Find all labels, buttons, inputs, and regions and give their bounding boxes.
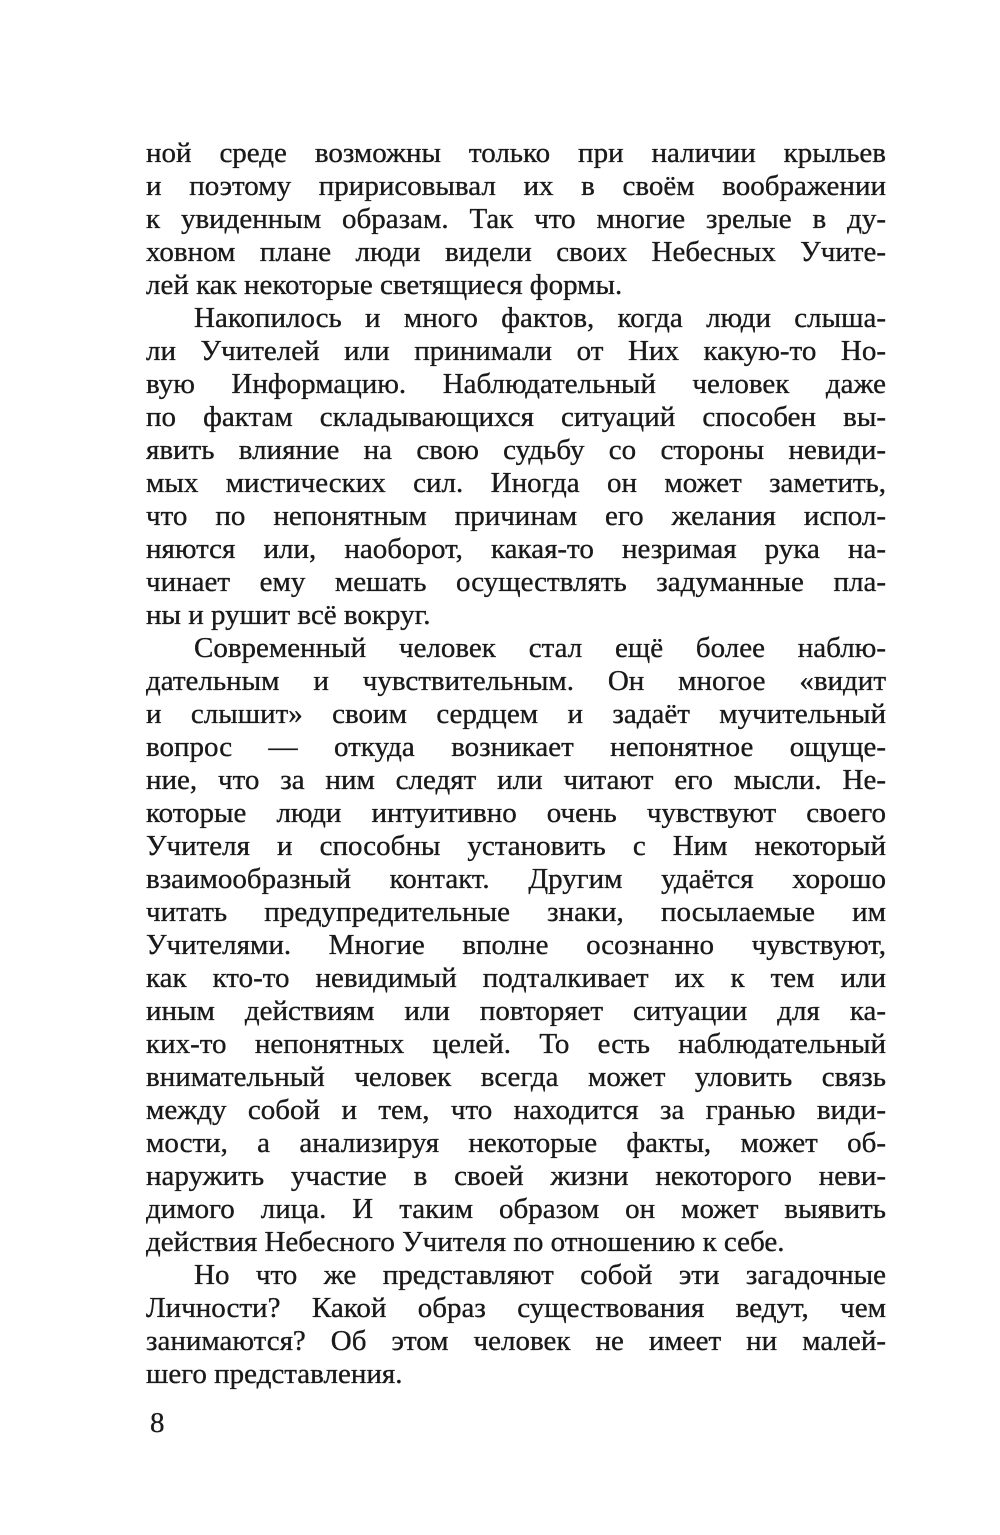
paragraph	[146, 1259, 886, 1391]
text-line: димого лица. И таким образом он может выявить	[146, 1193, 886, 1225]
text-line: наружить участие в своей жизни некоторого неви-	[146, 1160, 886, 1192]
text-line: читать предупредительные знаки, посылаемые им	[146, 896, 886, 928]
text-line: ны и рушит всё вокруг.	[146, 599, 431, 631]
text-line: Личности? Какой образ существования ведут, чем	[146, 1292, 886, 1324]
text-line: Учителями. Многие вполне осознанно чувствуют,	[146, 929, 886, 961]
text-line: действия Небесного Учителя по отношению к себе.	[146, 1226, 785, 1258]
text-line: и поэтому пририсовывал их в своём воображении	[146, 170, 886, 202]
paragraph	[146, 137, 886, 302]
text-line: ких-то непонятных целей. То есть наблюдательный	[146, 1028, 886, 1060]
text-line: ли Учителей или принимали от Них какую-то Но-	[146, 335, 886, 367]
text-line: ховном плане люди видели своих Небесных Учите-	[146, 236, 886, 268]
text-line: внимательный человек всегда может уловить связь	[146, 1061, 886, 1093]
text-line: взаимообразный контакт. Другим удаётся хорошо	[146, 863, 886, 895]
page-number: 8	[150, 1407, 165, 1439]
text-line: к увиденным образам. Так что многие зрелые в ду-	[146, 203, 886, 235]
paragraph	[146, 302, 886, 632]
text-line: что по непонятным причинам его желания испол-	[146, 500, 886, 532]
text-line: явить влияние на свою судьбу со стороны невиди-	[146, 434, 886, 466]
text-line: Накопилось и много фактов, когда люди слыша-	[194, 302, 886, 334]
text-line: мости, а анализируя некоторые факты, может об-	[146, 1127, 886, 1159]
text-line: Но что же представляют собой эти загадочные	[194, 1259, 886, 1291]
text-line: вопрос — откуда возникает непонятное ощуще-	[146, 731, 886, 763]
text-line: Современный человек стал ещё более наблю-	[194, 632, 886, 664]
text-line: ной среде возможны только при наличии крыльев	[146, 137, 886, 169]
text-line: по фактам складывающихся ситуаций способен вы-	[146, 401, 886, 433]
text-line: которые люди интуитивно очень чувствуют своего	[146, 797, 886, 829]
text-line: иным действиям или повторяет ситуации для ка-	[146, 995, 886, 1027]
text-line: лей как некоторые светящиеся формы.	[146, 269, 623, 301]
text-line: мых мистических сил. Иногда он может заметить,	[146, 467, 886, 499]
text-line: занимаются? Об этом человек не имеет ни малей-	[146, 1325, 886, 1357]
text-line: вую Информацию. Наблюдательный человек даже	[146, 368, 886, 400]
text-line: шего представления.	[146, 1358, 403, 1390]
page-text	[146, 137, 886, 1391]
paragraph	[146, 632, 886, 1259]
text-line: ние, что за ним следят или читают его мысли. Не-	[146, 764, 886, 796]
text-line: няются или, наоборот, какая-то незримая рука на-	[146, 533, 886, 565]
text-line: и слышит» своим сердцем и задаёт мучительный	[146, 698, 886, 730]
text-line: как кто-то невидимый подталкивает их к тем или	[146, 962, 886, 994]
text-line: чинает ему мешать осуществлять задуманные пла-	[146, 566, 886, 598]
text-line: Учителя и способны установить с Ним некоторый	[146, 830, 886, 862]
text-line: между собой и тем, что находится за гранью види-	[146, 1094, 886, 1126]
text-line: дательным и чувствительным. Он многое «видит	[146, 665, 886, 697]
